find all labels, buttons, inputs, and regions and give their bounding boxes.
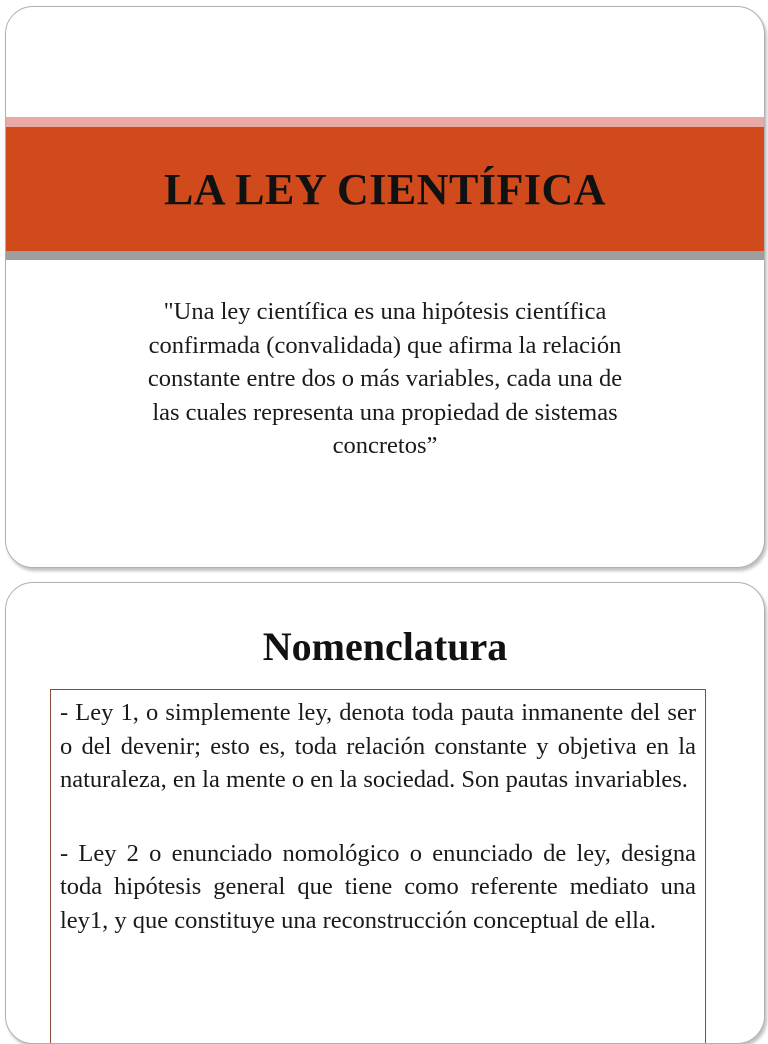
nomenclature-text-box (50, 689, 706, 1044)
slide-nomenclatura (5, 582, 765, 1044)
paragraph-ley-2: - Ley 2 o enunciado nomológico o enunciado de ley, designa toda hipótesis general que tiene como referente mediato una ley1, y que constituye una reconstrucción conceptual de ella. (60, 839, 696, 934)
quote-line: constante entre dos o más variables, cada una de (147, 365, 623, 392)
slide-title: LA LEY CIENTÍFICA (163, 164, 607, 214)
quote-line: concretos” (332, 432, 438, 459)
quote-line: "Una ley científica es una hipótesis científica (163, 298, 607, 325)
quote-line: confirmada (convalidada) que afirma la relación (148, 331, 622, 359)
quote-line: las cuales representa una propiedad de sistemas (152, 398, 618, 426)
title-band (6, 127, 764, 251)
slide-la-ley-cientifica (5, 6, 765, 568)
title-shadow-strip (6, 251, 764, 260)
paragraph-ley-1: - Ley 1, o simplemente ley, denota toda pauta inmanente del ser o del devenir; esto es, toda relación constante y objetiva en la naturaleza, en la mente o en la sociedad. Son pautas invariables. (60, 699, 696, 793)
title-accent-strip (6, 117, 764, 127)
definition-quote (96, 295, 674, 463)
section-title: Nomenclatura (262, 624, 508, 669)
